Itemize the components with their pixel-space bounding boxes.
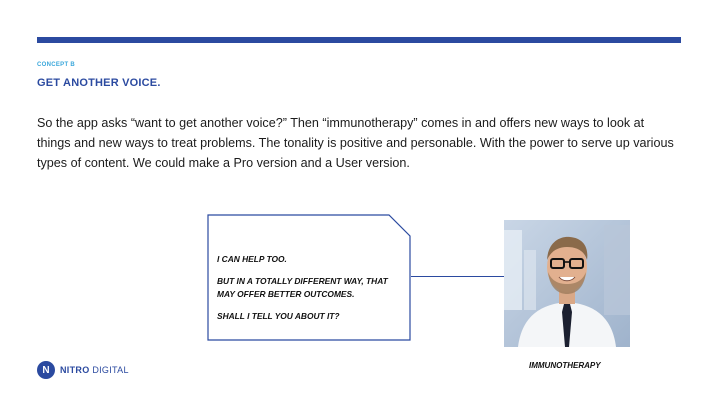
- speech-bubble-text: [217, 253, 407, 332]
- logo-word-bold: NITRO: [60, 365, 90, 375]
- logo-wordmark: [60, 365, 129, 375]
- avatar-caption: IMMUNOTHERAPY: [529, 361, 601, 370]
- speech-bubble: [207, 214, 411, 341]
- page-title: GET ANOTHER VOICE.: [37, 77, 161, 89]
- logo-mark-icon: N: [37, 361, 55, 379]
- speech-line-2: BUT IN A TOTALLY DIFFERENT WAY, THAT MAY OFFER BETTER OUTCOMES.: [217, 276, 388, 299]
- logo-word-light: DIGITAL: [92, 365, 129, 375]
- header-divider-bar: [37, 37, 681, 43]
- avatar-photo: [504, 220, 630, 347]
- concept-label: CONCEPT B: [37, 62, 76, 68]
- speech-line-3: SHALL I TELL YOU ABOUT IT?: [217, 311, 340, 321]
- speech-line-1: I CAN HELP TOO.: [217, 254, 287, 264]
- nitro-digital-logo: [37, 360, 129, 380]
- connector-line: [411, 276, 504, 277]
- avatar-illustration: [504, 220, 630, 347]
- description-paragraph: So the app asks “want to get another voice?” Then “immunotherapy” comes in and offers new ways to look at things and new ways to treat problems. The tonality is positive and personable. With the power to serve up various types of content. We could make a Pro version and a User version.: [37, 116, 674, 170]
